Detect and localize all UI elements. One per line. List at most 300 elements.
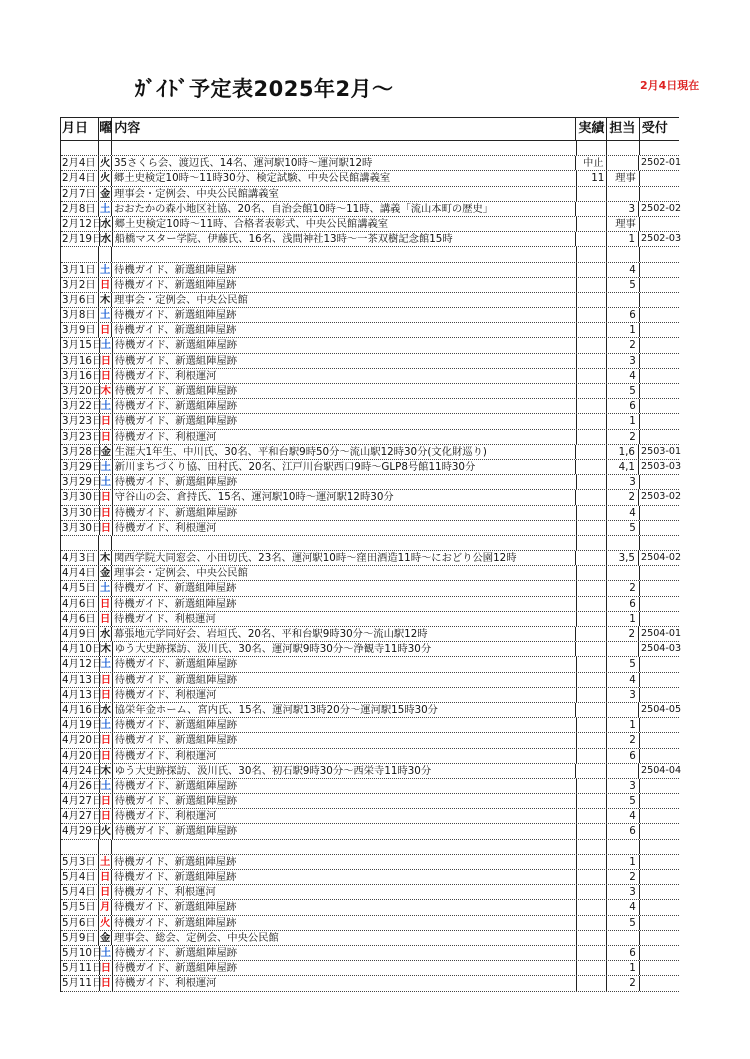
row-tanto: 6 bbox=[607, 597, 639, 611]
row-day: 土 bbox=[100, 719, 112, 732]
table-row bbox=[61, 688, 679, 703]
row-date: 3月16日 bbox=[62, 369, 103, 382]
row-content: 理事会・定例会、中央公民館講義室 bbox=[112, 187, 577, 201]
row-day: 木 bbox=[100, 643, 112, 656]
row-uketsuke bbox=[640, 961, 679, 975]
row-jisseki bbox=[577, 247, 607, 261]
table-row bbox=[61, 156, 682, 171]
row-day: 日 bbox=[100, 278, 111, 291]
row-content: 待機ガイド、新選組陣屋跡 bbox=[113, 506, 577, 520]
row-day: 木 bbox=[100, 293, 111, 306]
row-content: 待機ガイド、新選組陣屋跡 bbox=[113, 779, 577, 793]
table-row bbox=[61, 824, 679, 839]
row-jisseki bbox=[576, 642, 606, 656]
row-date: 5月5日 bbox=[61, 900, 99, 914]
row-jisseki bbox=[576, 445, 606, 459]
row-content: ゆう大史跡探訪、汲川氏、30名、初石駅9時30分～西栄寺11時30分 bbox=[113, 764, 577, 778]
row-tanto: 6 bbox=[607, 399, 639, 413]
table-row bbox=[61, 399, 679, 414]
table-row bbox=[61, 657, 679, 672]
row-content: 待機ガイド、新選組陣屋跡 bbox=[113, 718, 577, 732]
row-date bbox=[61, 840, 99, 854]
row-tanto: 1 bbox=[607, 961, 639, 975]
as-of-date-note: 2月4日現在 bbox=[640, 79, 700, 92]
table-row bbox=[61, 703, 682, 718]
row-tanto: 理事 bbox=[607, 217, 639, 231]
row-jisseki bbox=[576, 232, 606, 246]
row-jisseki bbox=[577, 657, 607, 671]
row-uketsuke: 2504-01 bbox=[641, 628, 682, 639]
row-uketsuke bbox=[640, 293, 679, 307]
row-jisseki bbox=[577, 900, 607, 914]
row-tanto: 5 bbox=[607, 916, 639, 930]
row-content: 船橋マスター学院、伊藤氏、16名、浅間神社13時～一茶双樹記念館15時 bbox=[113, 232, 577, 246]
row-content: 待機ガイド、新選組陣屋跡 bbox=[112, 900, 577, 914]
row-date: 5月3日 bbox=[61, 855, 99, 869]
row-day: 日 bbox=[100, 324, 111, 337]
row-uketsuke bbox=[640, 308, 679, 322]
row-jisseki bbox=[577, 399, 607, 413]
row-day: 月 bbox=[100, 901, 111, 914]
row-uketsuke bbox=[640, 384, 679, 398]
row-content: 待機ガイド、利根運河 bbox=[113, 688, 577, 702]
row-day: 金 bbox=[100, 931, 111, 944]
row-content: 理事会、総会、定例会、中央公民館 bbox=[112, 931, 577, 945]
row-jisseki bbox=[577, 688, 607, 702]
row-content: 待機ガイド、利根運河 bbox=[113, 521, 577, 535]
table-row bbox=[61, 870, 679, 885]
row-day: 日 bbox=[100, 354, 112, 367]
row-tanto bbox=[607, 642, 639, 656]
row-content: 理事会・定例会、中央公民館 bbox=[112, 566, 577, 580]
row-jisseki bbox=[577, 612, 607, 626]
row-jisseki bbox=[576, 460, 606, 474]
row-date: 3月29日 bbox=[62, 460, 103, 473]
spacer-row bbox=[61, 247, 679, 262]
row-uketsuke bbox=[640, 673, 679, 687]
row-day bbox=[99, 247, 112, 261]
row-date: 3月30日 bbox=[62, 506, 103, 519]
row-uketsuke bbox=[640, 399, 679, 413]
row-jisseki bbox=[576, 202, 606, 216]
row-content: 待機ガイド、新選組陣屋跡 bbox=[112, 916, 577, 930]
row-tanto bbox=[607, 566, 639, 580]
row-uketsuke bbox=[640, 369, 679, 383]
row-jisseki bbox=[577, 430, 607, 444]
row-jisseki bbox=[577, 733, 607, 747]
row-day: 日 bbox=[100, 597, 111, 610]
row-day: 火 bbox=[100, 172, 111, 185]
row-uketsuke bbox=[640, 141, 679, 155]
row-content: 待機ガイド、新選組陣屋跡 bbox=[112, 278, 577, 292]
row-uketsuke bbox=[640, 718, 679, 732]
table-row bbox=[61, 338, 679, 353]
row-content: ゆう大史跡探訪、汲川氏、30名、運河駅9時30分～浄観寺11時30分 bbox=[113, 642, 577, 656]
row-tanto: 3 bbox=[607, 475, 639, 489]
row-tanto bbox=[607, 141, 639, 155]
row-date: 4月24日 bbox=[62, 764, 103, 777]
row-jisseki bbox=[577, 384, 607, 398]
table-row bbox=[61, 566, 679, 581]
row-tanto: 4 bbox=[607, 673, 639, 687]
row-date: 2月4日 bbox=[61, 171, 99, 185]
row-tanto: 1 bbox=[607, 232, 639, 246]
table-row bbox=[61, 627, 682, 642]
table-row bbox=[61, 673, 679, 688]
row-uketsuke bbox=[640, 931, 679, 945]
row-tanto: 2 bbox=[607, 490, 639, 504]
row-content: 待機ガイド、新選組陣屋跡 bbox=[113, 657, 577, 671]
row-tanto: 3 bbox=[607, 354, 639, 368]
row-uketsuke bbox=[640, 278, 679, 292]
row-uketsuke bbox=[640, 946, 679, 960]
header-tanto: 担当 bbox=[607, 118, 639, 140]
row-tanto: 6 bbox=[607, 824, 639, 838]
row-uketsuke: 2502-03 bbox=[641, 233, 682, 245]
row-day: 土 bbox=[100, 309, 111, 322]
row-uketsuke bbox=[640, 779, 679, 793]
row-jisseki: 中止 bbox=[576, 156, 606, 170]
table-row bbox=[61, 506, 679, 521]
row-day: 水 bbox=[100, 217, 112, 230]
row-tanto: 4 bbox=[607, 900, 639, 914]
row-date: 4月29日 bbox=[62, 825, 103, 838]
row-uketsuke bbox=[640, 171, 679, 185]
row-day: 火 bbox=[100, 825, 112, 838]
row-date: 4月12日 bbox=[62, 658, 103, 671]
row-uketsuke bbox=[640, 338, 679, 352]
row-tanto: 3 bbox=[607, 202, 639, 216]
row-date: 2月19日 bbox=[62, 233, 103, 246]
row-date: 3月30日 bbox=[62, 491, 103, 504]
row-jisseki bbox=[577, 976, 607, 990]
row-tanto: 1 bbox=[607, 855, 639, 869]
row-jisseki bbox=[577, 885, 607, 899]
header-uketsuke: 受付 bbox=[641, 121, 668, 136]
row-day: 土 bbox=[100, 476, 112, 489]
table-row bbox=[61, 354, 679, 369]
row-day: 火 bbox=[99, 157, 111, 170]
table-row bbox=[61, 809, 679, 824]
row-jisseki bbox=[577, 278, 607, 292]
table-row bbox=[61, 855, 679, 870]
row-jisseki bbox=[576, 703, 606, 717]
row-uketsuke bbox=[640, 840, 679, 854]
row-jisseki bbox=[577, 794, 607, 808]
row-day: 土 bbox=[100, 400, 112, 413]
row-day: 金 bbox=[100, 187, 111, 200]
row-tanto: 3 bbox=[607, 688, 639, 702]
row-date: 4月27日 bbox=[62, 810, 103, 823]
row-day bbox=[99, 536, 112, 550]
row-uketsuke: 2504-04 bbox=[641, 764, 682, 776]
row-content: 待機ガイド、新選組陣屋跡 bbox=[112, 581, 577, 595]
row-date: 2月8日 bbox=[61, 202, 99, 216]
row-day: 木 bbox=[100, 764, 112, 777]
row-tanto bbox=[607, 536, 639, 550]
row-date: 3月2日 bbox=[61, 278, 99, 292]
row-content: 幕張地元学同好会、岩垣氏、20名、平和台駅9時30分～流山駅12時 bbox=[112, 627, 576, 641]
row-day: 日 bbox=[100, 749, 112, 762]
row-date: 5月4日 bbox=[61, 885, 99, 899]
row-day: 水 bbox=[100, 233, 112, 246]
row-day: 土 bbox=[100, 263, 111, 276]
schedule-table bbox=[60, 117, 682, 992]
row-day: 日 bbox=[100, 673, 112, 686]
table-row bbox=[61, 490, 682, 505]
row-day: 日 bbox=[100, 977, 112, 990]
row-date: 3月9日 bbox=[61, 323, 99, 337]
table-row bbox=[61, 581, 679, 596]
row-uketsuke bbox=[640, 581, 679, 595]
row-uketsuke bbox=[640, 521, 679, 535]
row-uketsuke bbox=[640, 323, 679, 337]
row-content: 待機ガイド、新選組陣屋跡 bbox=[113, 794, 577, 808]
row-day: 木 bbox=[99, 552, 111, 565]
row-day: 土 bbox=[100, 339, 112, 352]
row-day: 土 bbox=[100, 582, 111, 595]
row-uketsuke: 2503-01 bbox=[641, 445, 682, 457]
row-day: 水 bbox=[100, 703, 112, 716]
table-row bbox=[61, 308, 679, 323]
table-row bbox=[61, 749, 679, 764]
row-tanto bbox=[607, 247, 639, 261]
row-day: 土 bbox=[99, 202, 111, 215]
row-day: 火 bbox=[100, 916, 111, 929]
row-jisseki bbox=[577, 369, 607, 383]
row-jisseki bbox=[577, 840, 607, 854]
row-content: 待機ガイド、新選組陣屋跡 bbox=[112, 855, 577, 869]
table-row bbox=[61, 369, 679, 384]
row-date: 2月7日 bbox=[61, 187, 99, 201]
row-content: 生涯大1年生、中川氏、30名、平和台駅9時50分～流山駅12時30分(文化財巡り) bbox=[113, 445, 577, 459]
row-jisseki bbox=[577, 870, 607, 884]
row-date: 4月5日 bbox=[61, 581, 99, 595]
table-row bbox=[61, 900, 679, 915]
row-day: 水 bbox=[99, 628, 111, 640]
table-row bbox=[61, 597, 679, 612]
row-day: 日 bbox=[100, 810, 112, 823]
row-uketsuke bbox=[640, 217, 679, 231]
row-date: 4月27日 bbox=[62, 795, 103, 808]
row-day: 日 bbox=[100, 886, 111, 899]
row-jisseki bbox=[577, 824, 607, 838]
row-jisseki: 11 bbox=[577, 171, 607, 185]
row-tanto: 4 bbox=[607, 809, 639, 823]
table-row bbox=[61, 764, 682, 779]
row-content bbox=[112, 840, 577, 854]
row-uketsuke bbox=[640, 354, 679, 368]
row-tanto: 2 bbox=[607, 976, 639, 990]
row-content: 待機ガイド、新選組陣屋跡 bbox=[112, 870, 577, 884]
row-tanto: 4,1 bbox=[607, 460, 639, 474]
row-jisseki bbox=[577, 749, 607, 763]
header-day: 曜 bbox=[99, 118, 112, 140]
row-uketsuke bbox=[640, 566, 679, 580]
row-jisseki bbox=[577, 141, 607, 155]
row-jisseki bbox=[577, 293, 607, 307]
row-day: 日 bbox=[100, 415, 112, 428]
row-tanto bbox=[607, 703, 639, 717]
row-day: 日 bbox=[100, 369, 112, 382]
row-tanto: 5 bbox=[607, 794, 639, 808]
row-uketsuke bbox=[640, 916, 679, 930]
row-date bbox=[61, 247, 99, 261]
row-content: 理事会・定例会、中央公民館 bbox=[112, 293, 577, 307]
row-tanto: 1 bbox=[607, 718, 639, 732]
row-jisseki bbox=[577, 855, 607, 869]
row-uketsuke bbox=[640, 885, 679, 899]
table-row bbox=[61, 779, 679, 794]
row-content: 待機ガイド、新選組陣屋跡 bbox=[113, 961, 577, 975]
row-date: 3月15日 bbox=[62, 339, 103, 352]
row-date: 3月30日 bbox=[62, 521, 103, 534]
row-date: 4月20日 bbox=[62, 734, 103, 747]
row-content bbox=[112, 536, 577, 550]
table-row bbox=[61, 323, 679, 338]
row-content: 郷土史検定10時～11時、合格者表彰式、中央公民館講義室 bbox=[113, 217, 577, 231]
table-row bbox=[61, 885, 679, 900]
table-row bbox=[61, 931, 679, 946]
row-date bbox=[61, 536, 99, 550]
row-content: 待機ガイド、新選組陣屋跡 bbox=[113, 824, 577, 838]
row-day: 日 bbox=[100, 506, 112, 519]
row-jisseki bbox=[577, 931, 607, 945]
table-row bbox=[61, 718, 679, 733]
row-date: 4月3日 bbox=[61, 551, 99, 565]
row-uketsuke: 2502-02 bbox=[641, 202, 682, 214]
row-content bbox=[112, 247, 577, 261]
row-day bbox=[99, 840, 112, 854]
row-day: 日 bbox=[100, 871, 111, 883]
table-row bbox=[61, 263, 679, 278]
row-uketsuke bbox=[640, 536, 679, 550]
row-uketsuke bbox=[640, 976, 679, 990]
row-uketsuke: 2503-03 bbox=[641, 460, 682, 472]
row-content: 待機ガイド、利根運河 bbox=[113, 749, 577, 763]
row-day: 金 bbox=[100, 567, 111, 580]
row-date: 3月29日 bbox=[62, 476, 103, 489]
row-tanto: 1 bbox=[607, 323, 639, 337]
row-date: 4月13日 bbox=[62, 673, 103, 686]
table-header-row bbox=[61, 118, 679, 141]
row-tanto: 3 bbox=[607, 779, 639, 793]
row-uketsuke bbox=[640, 247, 679, 261]
row-content: 待機ガイド、新選組陣屋跡 bbox=[113, 673, 577, 687]
row-uketsuke bbox=[640, 430, 679, 444]
row-tanto: 理事 bbox=[607, 171, 639, 185]
row-date: 3月28日 bbox=[62, 445, 103, 458]
row-date: 3月23日 bbox=[62, 415, 103, 428]
spacer-row bbox=[61, 141, 679, 156]
row-date: 3月22日 bbox=[62, 400, 103, 413]
row-content: 待機ガイド、利根運河 bbox=[113, 809, 577, 823]
row-tanto: 1 bbox=[607, 612, 639, 626]
row-content: おおたかの森小地区社協、20名、自治会館10時～11時、講義「流山本町の歴史」 bbox=[112, 202, 576, 216]
row-uketsuke bbox=[640, 263, 679, 277]
row-jisseki bbox=[577, 581, 607, 595]
table-row bbox=[61, 278, 679, 293]
row-date: 5月6日 bbox=[61, 916, 99, 930]
table-row bbox=[61, 475, 679, 490]
table-row bbox=[61, 445, 682, 460]
row-content: 待機ガイド、利根運河 bbox=[113, 369, 577, 383]
row-day: 日 bbox=[100, 962, 112, 975]
row-content: 守谷山の会、倉持氏、15名、運河駅10時～運河駅12時30分 bbox=[113, 490, 577, 504]
row-day: 日 bbox=[100, 688, 112, 701]
row-content: 待機ガイド、新選組陣屋跡 bbox=[113, 414, 577, 428]
table-row bbox=[61, 521, 679, 536]
row-uketsuke bbox=[640, 900, 679, 914]
table-row bbox=[61, 460, 682, 475]
row-date: 3月1日 bbox=[61, 263, 99, 277]
row-content: 待機ガイド、新選組陣屋跡 bbox=[112, 263, 577, 277]
table-row bbox=[61, 642, 682, 657]
table-row bbox=[61, 232, 682, 247]
row-tanto: 2 bbox=[607, 870, 639, 884]
row-jisseki bbox=[577, 566, 607, 580]
row-day: 土 bbox=[100, 658, 112, 671]
table-row bbox=[61, 384, 679, 399]
row-day: 日 bbox=[100, 491, 112, 504]
table-row bbox=[61, 430, 679, 445]
row-uketsuke bbox=[640, 612, 679, 626]
row-content: 待機ガイド、新選組陣屋跡 bbox=[112, 323, 577, 337]
row-date: 5月11日 bbox=[62, 977, 103, 990]
row-tanto: 3,5 bbox=[607, 551, 639, 565]
table-row bbox=[61, 916, 679, 931]
row-tanto: 6 bbox=[607, 749, 639, 763]
row-uketsuke: 2504-03 bbox=[641, 643, 682, 655]
row-content: 郷土史検定10時～11時30分、検定試験、中央公民館講義室 bbox=[112, 171, 577, 185]
table-row bbox=[61, 976, 679, 991]
row-jisseki bbox=[577, 673, 607, 687]
row-content: 35さくら会、渡辺氏、14名、運河駅10時～運河駅12時 bbox=[112, 156, 576, 170]
row-content: 待機ガイド、新選組陣屋跡 bbox=[113, 384, 577, 398]
row-content: 待機ガイド、利根運河 bbox=[113, 976, 577, 990]
header-date: 月日 bbox=[61, 118, 99, 140]
row-tanto bbox=[607, 764, 639, 778]
table-row bbox=[61, 217, 679, 232]
row-jisseki bbox=[576, 551, 606, 565]
row-day: 木 bbox=[100, 385, 112, 397]
row-tanto: 2 bbox=[607, 581, 639, 595]
row-day: 日 bbox=[100, 795, 112, 808]
spacer-row bbox=[61, 840, 679, 855]
row-jisseki bbox=[577, 946, 607, 960]
row-date: 4月13日 bbox=[62, 688, 103, 701]
row-jisseki bbox=[577, 323, 607, 337]
row-jisseki bbox=[577, 308, 607, 322]
row-date: 5月10日 bbox=[62, 946, 103, 959]
row-tanto bbox=[607, 931, 639, 945]
row-date: 5月4日 bbox=[61, 870, 99, 884]
row-jisseki bbox=[577, 414, 607, 428]
row-jisseki bbox=[577, 536, 607, 550]
row-day: 日 bbox=[100, 430, 112, 443]
row-jisseki bbox=[577, 718, 607, 732]
row-tanto: 4 bbox=[607, 263, 639, 277]
header-jisseki: 実績 bbox=[576, 118, 607, 140]
table-row bbox=[61, 202, 682, 217]
row-content: 待機ガイド、利根運河 bbox=[113, 430, 577, 444]
row-day: 土 bbox=[100, 779, 112, 792]
row-jisseki bbox=[576, 490, 606, 504]
row-jisseki bbox=[577, 354, 607, 368]
row-date bbox=[61, 141, 99, 155]
row-uketsuke: 2502-01 bbox=[641, 157, 682, 169]
row-date: 4月6日 bbox=[61, 597, 99, 611]
